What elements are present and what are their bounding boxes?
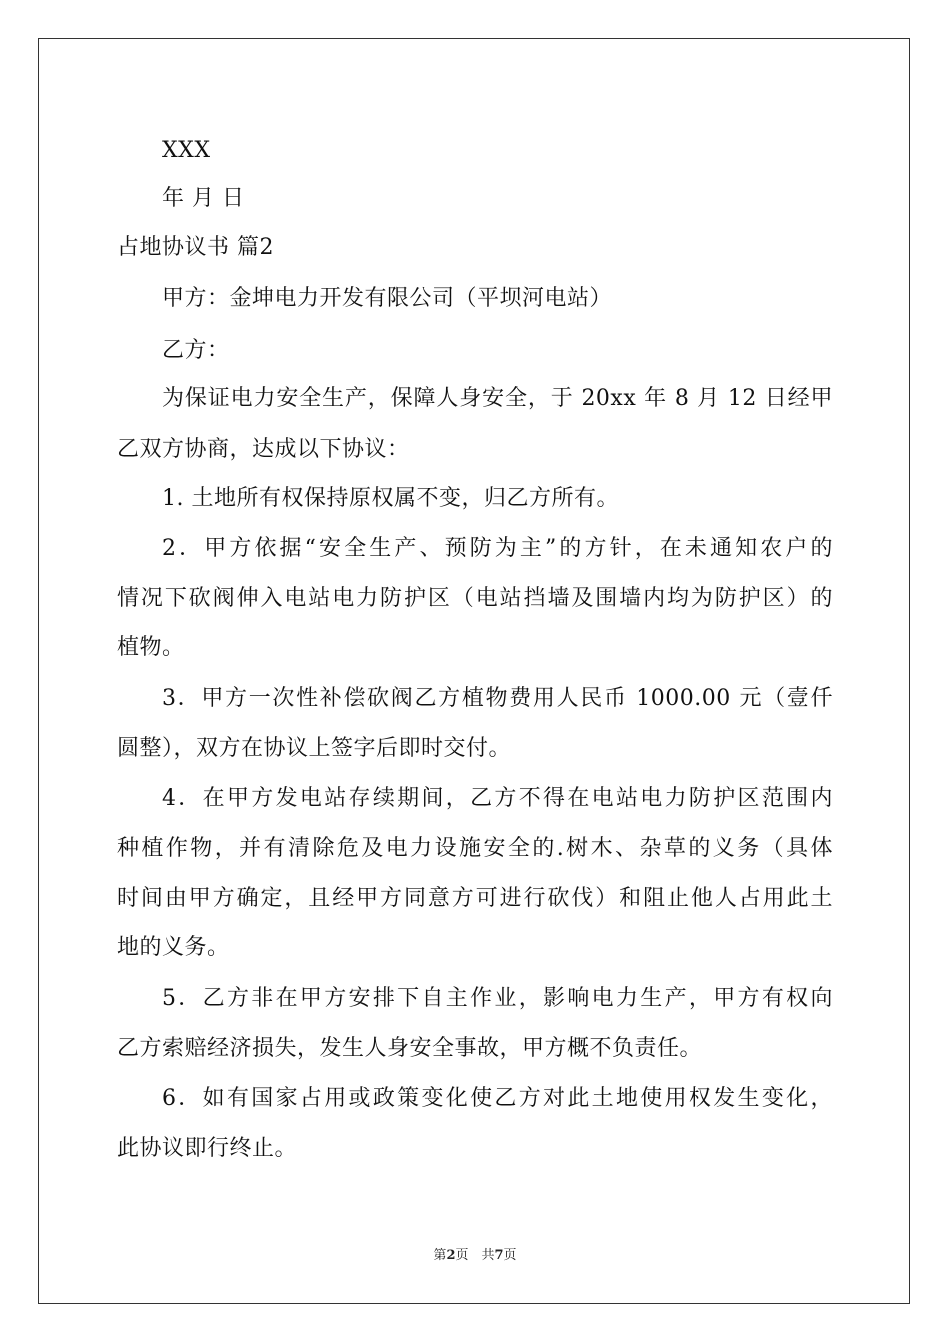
- footer-mid: 页 共: [455, 1248, 495, 1263]
- footer-current-page: 2: [446, 1248, 456, 1263]
- clause-3-line: 3．甲方一次性补偿砍阀乙方植物费用人民币 1000.00 元（壹仟: [162, 686, 833, 711]
- footer-suffix: 页: [503, 1248, 517, 1263]
- clause-4-line: 4．在甲方发电站存续期间，乙方不得在电站电力防护区范围内: [162, 786, 833, 811]
- clause-2-line: 情况下砍阀伸入电站电力防护区（电站挡墙及围墙内均为防护区）的: [117, 586, 833, 611]
- signature-date: 年 月 日: [162, 186, 245, 211]
- clause-6-line: 6．如有国家占用或政策变化使乙方对此土地使用权发生变化，: [162, 1086, 833, 1111]
- page-number-footer: [0, 1248, 950, 1264]
- clause-3-line: 圆整），双方在协议上签字后即时交付。: [117, 736, 512, 761]
- clause-6-line: 此协议即行终止。: [117, 1136, 298, 1161]
- footer-prefix: 第: [433, 1248, 447, 1263]
- intro-line: 为保证电力安全生产，保障人身安全，于 20xx 年 8 月 12 日经甲: [162, 386, 833, 411]
- party-a: 甲方：金坤电力开发有限公司（平坝河电站）: [162, 286, 613, 311]
- clause-4-line: 时间由甲方确定，且经甲方同意方可进行砍伐）和阻止他人占用此土: [117, 886, 833, 911]
- clause-4-line: 种植作物，并有清除危及电力设施安全的.树木、杂草的义务（具体: [117, 836, 833, 861]
- clause-4-line: 地的义务。: [117, 935, 230, 960]
- intro-line: 乙双方协商，达成以下协议：: [117, 437, 410, 462]
- footer-total-pages: 7: [494, 1248, 504, 1263]
- signature-name: XXX: [162, 138, 211, 163]
- party-b: 乙方：: [162, 338, 230, 363]
- clause-2-line: 2．甲方依据“安全生产、预防为主”的方针，在未通知农户的: [162, 536, 833, 561]
- clause-5-line: 乙方索赔经济损失，发生人身安全事故，甲方概不负责任。: [117, 1036, 703, 1061]
- clause-2-line: 植物。: [117, 635, 185, 660]
- section-heading: 占地协议书 篇2: [117, 235, 274, 260]
- clause-5-line: 5．乙方非在甲方安排下自主作业，影响电力生产，甲方有权向: [162, 986, 833, 1011]
- page-border: [38, 38, 910, 1304]
- clause-1-line: 1. 土地所有权保持原权属不变，归乙方所有。: [162, 486, 619, 511]
